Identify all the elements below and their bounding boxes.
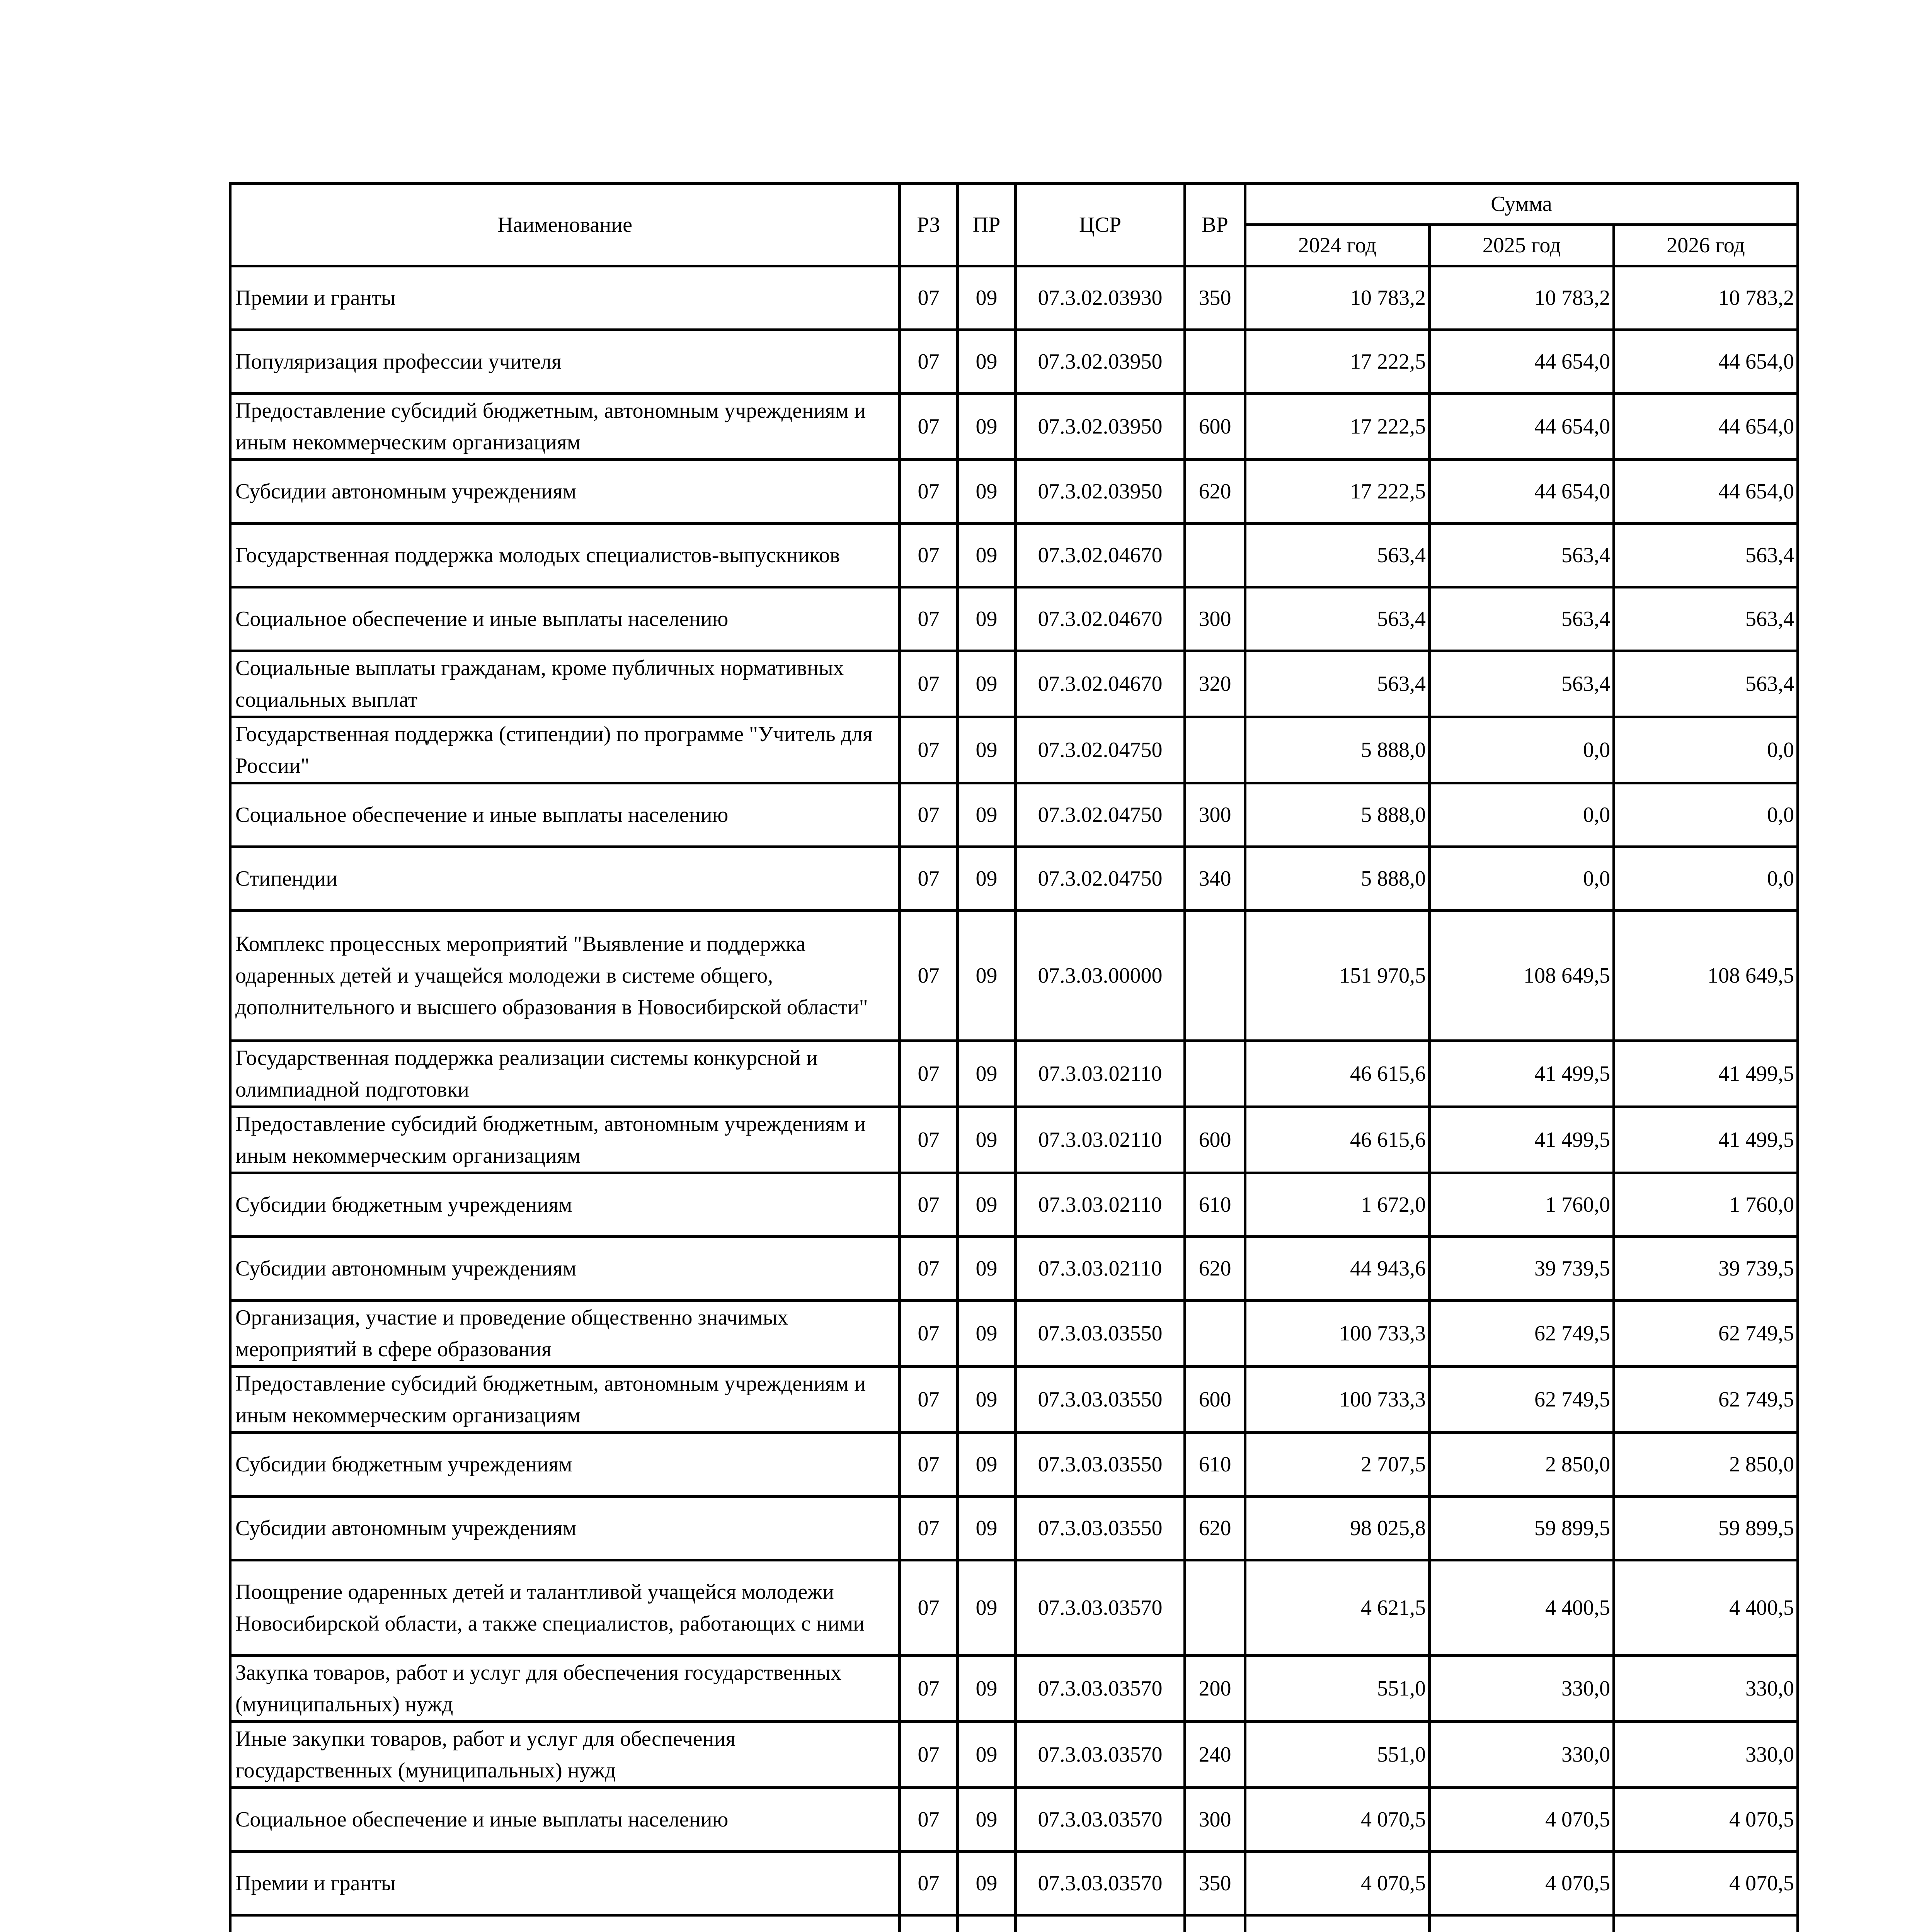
table-row bbox=[230, 524, 1798, 587]
cell-vr: 600 bbox=[1185, 394, 1245, 460]
cell-rz: 07 bbox=[900, 587, 958, 651]
cell-2025: 44 654,0 bbox=[1430, 330, 1614, 394]
cell-2024: 98 025,8 bbox=[1245, 1497, 1430, 1560]
header-year-2025: 2025 год bbox=[1430, 225, 1614, 266]
cell-2024: 17 222,5 bbox=[1245, 394, 1430, 460]
cell-pr: 09 bbox=[958, 1656, 1016, 1722]
cell-pr: 09 bbox=[958, 1722, 1016, 1788]
table-row bbox=[230, 1301, 1798, 1367]
cell-2025: 2 850,0 bbox=[1430, 1433, 1614, 1497]
cell-pr: 09 bbox=[958, 524, 1016, 587]
cell-csr: 07.3.03.02110 bbox=[1016, 1041, 1185, 1107]
cell-vr: 340 bbox=[1185, 847, 1245, 911]
cell-rz: 07 bbox=[900, 1367, 958, 1433]
cell-2026: 1 760,0 bbox=[1614, 1173, 1798, 1237]
cell-rz: 07 bbox=[900, 1107, 958, 1173]
cell-2026: 108 649,5 bbox=[1614, 911, 1798, 1041]
cell-name: Закупка товаров, работ и услуг для обеспечения государственных (муниципальных) нужд bbox=[230, 1656, 900, 1722]
cell-2024: 5 888,0 bbox=[1245, 783, 1430, 847]
cell-2026: 4 070,5 bbox=[1614, 1788, 1798, 1852]
cell-2024: 100 733,3 bbox=[1245, 1301, 1430, 1367]
cell-name: Организация, участие и проведение общественно значимых мероприятий в сфере образования bbox=[230, 1301, 900, 1367]
cell-csr: 07.3.02.03930 bbox=[1016, 266, 1185, 330]
cell-rz: 07 bbox=[900, 1852, 958, 1915]
cell-name: Субсидии бюджетным учреждениям bbox=[230, 1173, 900, 1237]
cell-2025: 44 654,0 bbox=[1430, 394, 1614, 460]
cell-2024: 551,0 bbox=[1245, 1656, 1430, 1722]
cell-vr: 600 bbox=[1185, 1107, 1245, 1173]
cell-rz: 07 bbox=[900, 717, 958, 783]
cell-name bbox=[230, 1915, 900, 1932]
cell-2024: 17 222,5 bbox=[1245, 460, 1430, 524]
cell-csr: 07.3.03.03570 bbox=[1016, 1560, 1185, 1656]
cell-2026: 44 654,0 bbox=[1614, 460, 1798, 524]
cell-rz: 07 bbox=[900, 1301, 958, 1367]
cell-2025: 4 070,5 bbox=[1430, 1788, 1614, 1852]
cell-name: Стипендии bbox=[230, 847, 900, 911]
cell-csr: 07.3.02.04670 bbox=[1016, 524, 1185, 587]
cell-name: Субсидии автономным учреждениям bbox=[230, 1497, 900, 1560]
cell-csr: 07.3.02.04750 bbox=[1016, 783, 1185, 847]
cell-2024: 17 222,5 bbox=[1245, 330, 1430, 394]
cell-csr: 07.3.03.02110 bbox=[1016, 1107, 1185, 1173]
cell-name: Предоставление субсидий бюджетным, автономным учреждениям и иным некоммерческим организациям bbox=[230, 1107, 900, 1173]
cell-name: Государственная поддержка (стипендии) по программе "Учитель для России" bbox=[230, 717, 900, 783]
table-row bbox=[230, 1915, 1798, 1932]
cell-rz: 07 bbox=[900, 330, 958, 394]
cell-2025: 563,4 bbox=[1430, 587, 1614, 651]
cell-vr: 240 bbox=[1185, 1722, 1245, 1788]
cell-pr: 09 bbox=[958, 266, 1016, 330]
cell-2026: 0,0 bbox=[1614, 783, 1798, 847]
table-row bbox=[230, 460, 1798, 524]
cell-csr: 07.3.02.04750 bbox=[1016, 847, 1185, 911]
table-row bbox=[230, 847, 1798, 911]
cell-name: Субсидии бюджетным учреждениям bbox=[230, 1433, 900, 1497]
budget-table bbox=[229, 182, 1799, 1932]
cell-2026: 10 783,2 bbox=[1614, 266, 1798, 330]
cell-vr: 620 bbox=[1185, 1497, 1245, 1560]
cell-2025: 330,0 bbox=[1430, 1656, 1614, 1722]
cell-pr: 09 bbox=[958, 1497, 1016, 1560]
cell-name: Премии и гранты bbox=[230, 266, 900, 330]
cell-2026: 0,0 bbox=[1614, 847, 1798, 911]
cell-rz: 07 bbox=[900, 1560, 958, 1656]
cell-2025: 330,0 bbox=[1430, 1722, 1614, 1788]
cell-pr: 09 bbox=[958, 394, 1016, 460]
cell-vr: 300 bbox=[1185, 783, 1245, 847]
cell-2025: 41 499,5 bbox=[1430, 1041, 1614, 1107]
cell-csr: 07.3.03.03570 bbox=[1016, 1656, 1185, 1722]
cell-2024: 151 970,5 bbox=[1245, 911, 1430, 1041]
cell-pr: 09 bbox=[958, 1301, 1016, 1367]
cell-rz: 07 bbox=[900, 1722, 958, 1788]
table-row bbox=[230, 1433, 1798, 1497]
cell-rz: 07 bbox=[900, 1173, 958, 1237]
cell-pr: 09 bbox=[958, 651, 1016, 717]
cell-rz bbox=[900, 1915, 958, 1932]
cell-vr: 320 bbox=[1185, 651, 1245, 717]
cell-2026: 39 739,5 bbox=[1614, 1237, 1798, 1301]
table-row bbox=[230, 1041, 1798, 1107]
cell-vr: 300 bbox=[1185, 1788, 1245, 1852]
table-row bbox=[230, 330, 1798, 394]
cell-pr: 09 bbox=[958, 460, 1016, 524]
header-vr: ВР bbox=[1185, 184, 1245, 266]
header-year-2026: 2026 год bbox=[1614, 225, 1798, 266]
cell-name: Социальное обеспечение и иные выплаты населению bbox=[230, 587, 900, 651]
cell-pr: 09 bbox=[958, 911, 1016, 1041]
table-row bbox=[230, 1722, 1798, 1788]
cell-pr: 09 bbox=[958, 1560, 1016, 1656]
cell-pr: 09 bbox=[958, 1173, 1016, 1237]
table-row bbox=[230, 266, 1798, 330]
cell-2024: 2 707,5 bbox=[1245, 1433, 1430, 1497]
table-row bbox=[230, 783, 1798, 847]
cell-pr: 09 bbox=[958, 1041, 1016, 1107]
cell-name: Поощрение одаренных детей и талантливой учащейся молодежи Новосибирской области, а также специалистов, работающих с ними bbox=[230, 1560, 900, 1656]
cell-csr: 07.3.03.02110 bbox=[1016, 1173, 1185, 1237]
cell-pr: 09 bbox=[958, 783, 1016, 847]
cell-rz: 07 bbox=[900, 651, 958, 717]
cell-pr: 09 bbox=[958, 1367, 1016, 1433]
cell-2025: 62 749,5 bbox=[1430, 1367, 1614, 1433]
cell-2024: 563,4 bbox=[1245, 587, 1430, 651]
cell-2026: 44 654,0 bbox=[1614, 394, 1798, 460]
table-row bbox=[230, 1107, 1798, 1173]
cell-2024: 4 070,5 bbox=[1245, 1788, 1430, 1852]
table-row bbox=[230, 394, 1798, 460]
cell-2025: 41 499,5 bbox=[1430, 1107, 1614, 1173]
cell-csr: 07.3.03.00000 bbox=[1016, 911, 1185, 1041]
header-name: Наименование bbox=[230, 184, 900, 266]
cell-pr: 09 bbox=[958, 1107, 1016, 1173]
cell-2026: 330,0 bbox=[1614, 1722, 1798, 1788]
cell-csr bbox=[1016, 1915, 1185, 1932]
header-csr: ЦСР bbox=[1016, 184, 1185, 266]
cell-vr: 350 bbox=[1185, 1852, 1245, 1915]
cell-2026: 4 070,5 bbox=[1614, 1852, 1798, 1915]
cell-2025: 1 760,0 bbox=[1430, 1173, 1614, 1237]
cell-name: Иные закупки товаров, работ и услуг для обеспечения государственных (муниципальных) нужд bbox=[230, 1722, 900, 1788]
table-body bbox=[230, 266, 1798, 1932]
cell-2024: 1 672,0 bbox=[1245, 1173, 1430, 1237]
cell-vr: 600 bbox=[1185, 1367, 1245, 1433]
cell-csr: 07.3.02.04750 bbox=[1016, 717, 1185, 783]
cell-vr bbox=[1185, 911, 1245, 1041]
cell-pr bbox=[958, 1915, 1016, 1932]
cell-2025: 0,0 bbox=[1430, 783, 1614, 847]
cell-vr bbox=[1185, 717, 1245, 783]
header-rz: РЗ bbox=[900, 184, 958, 266]
cell-2024: 10 783,2 bbox=[1245, 266, 1430, 330]
cell-pr: 09 bbox=[958, 1788, 1016, 1852]
cell-2025: 62 749,5 bbox=[1430, 1301, 1614, 1367]
cell-csr: 07.3.02.03950 bbox=[1016, 394, 1185, 460]
cell-2025: 0,0 bbox=[1430, 847, 1614, 911]
cell-csr: 07.3.03.03570 bbox=[1016, 1722, 1185, 1788]
cell-2024: 5 888,0 bbox=[1245, 717, 1430, 783]
cell-2024: 551,0 bbox=[1245, 1722, 1430, 1788]
cell-rz: 07 bbox=[900, 1433, 958, 1497]
cell-2025: 39 739,5 bbox=[1430, 1237, 1614, 1301]
cell-name: Популяризация профессии учителя bbox=[230, 330, 900, 394]
header-pr: ПР bbox=[958, 184, 1016, 266]
cell-2025: 4 070,5 bbox=[1430, 1852, 1614, 1915]
cell-pr: 09 bbox=[958, 717, 1016, 783]
cell-vr bbox=[1185, 330, 1245, 394]
table-row bbox=[230, 717, 1798, 783]
cell-vr: 610 bbox=[1185, 1433, 1245, 1497]
cell-2024: 563,4 bbox=[1245, 651, 1430, 717]
table-row bbox=[230, 1367, 1798, 1433]
cell-rz: 07 bbox=[900, 847, 958, 911]
cell-name: Социальные выплаты гражданам, кроме публичных нормативных социальных выплат bbox=[230, 651, 900, 717]
cell-name: Социальное обеспечение и иные выплаты населению bbox=[230, 1788, 900, 1852]
cell-2024: 4 070,5 bbox=[1245, 1852, 1430, 1915]
cell-2025: 108 649,5 bbox=[1430, 911, 1614, 1041]
cell-vr: 350 bbox=[1185, 266, 1245, 330]
cell-rz: 07 bbox=[900, 266, 958, 330]
cell-vr: 610 bbox=[1185, 1173, 1245, 1237]
table-row bbox=[230, 1852, 1798, 1915]
header-year-2024: 2024 год bbox=[1245, 225, 1430, 266]
cell-csr: 07.3.02.03950 bbox=[1016, 330, 1185, 394]
cell-2026: 330,0 bbox=[1614, 1656, 1798, 1722]
cell-name: Субсидии автономным учреждениям bbox=[230, 460, 900, 524]
cell-2025: 0,0 bbox=[1430, 717, 1614, 783]
cell-name: Премии и гранты bbox=[230, 1852, 900, 1915]
cell-2026: 44 654,0 bbox=[1614, 330, 1798, 394]
table-header bbox=[230, 184, 1798, 266]
table-row bbox=[230, 651, 1798, 717]
cell-name: Государственная поддержка молодых специалистов-выпускников bbox=[230, 524, 900, 587]
cell-vr: 620 bbox=[1185, 460, 1245, 524]
table-row bbox=[230, 911, 1798, 1041]
cell-rz: 07 bbox=[900, 1497, 958, 1560]
cell-name: Государственная поддержка реализации системы конкурсной и олимпиадной подготовки bbox=[230, 1041, 900, 1107]
cell-csr: 07.3.03.03550 bbox=[1016, 1367, 1185, 1433]
cell-pr: 09 bbox=[958, 1237, 1016, 1301]
cell-rz: 07 bbox=[900, 1041, 958, 1107]
cell-vr bbox=[1185, 1041, 1245, 1107]
cell-rz: 07 bbox=[900, 460, 958, 524]
cell-2026: 0,0 bbox=[1614, 717, 1798, 783]
cell-2024 bbox=[1245, 1915, 1430, 1932]
cell-name: Комплекс процессных мероприятий "Выявление и поддержка одаренных детей и учащейся молодежи в системе общего, дополнительного и высшего образования в Новосибирской области" bbox=[230, 911, 900, 1041]
cell-2026: 41 499,5 bbox=[1614, 1041, 1798, 1107]
cell-vr: 620 bbox=[1185, 1237, 1245, 1301]
cell-pr: 09 bbox=[958, 1433, 1016, 1497]
cell-2026: 563,4 bbox=[1614, 524, 1798, 587]
cell-rz: 07 bbox=[900, 1656, 958, 1722]
cell-2026 bbox=[1614, 1915, 1798, 1932]
cell-2026: 59 899,5 bbox=[1614, 1497, 1798, 1560]
cell-2024: 4 621,5 bbox=[1245, 1560, 1430, 1656]
cell-rz: 07 bbox=[900, 1788, 958, 1852]
cell-name: Предоставление субсидий бюджетным, автономным учреждениям и иным некоммерческим организациям bbox=[230, 1367, 900, 1433]
cell-vr: 300 bbox=[1185, 587, 1245, 651]
cell-pr: 09 bbox=[958, 847, 1016, 911]
table-row bbox=[230, 1788, 1798, 1852]
table-row bbox=[230, 1237, 1798, 1301]
cell-vr bbox=[1185, 1301, 1245, 1367]
cell-csr: 07.3.03.03550 bbox=[1016, 1301, 1185, 1367]
cell-vr bbox=[1185, 1560, 1245, 1656]
cell-name: Субсидии автономным учреждениям bbox=[230, 1237, 900, 1301]
cell-rz: 07 bbox=[900, 911, 958, 1041]
cell-csr: 07.3.03.02110 bbox=[1016, 1237, 1185, 1301]
cell-2024: 44 943,6 bbox=[1245, 1237, 1430, 1301]
cell-2025: 563,4 bbox=[1430, 524, 1614, 587]
cell-name: Социальное обеспечение и иные выплаты населению bbox=[230, 783, 900, 847]
cell-2024: 46 615,6 bbox=[1245, 1041, 1430, 1107]
cell-2026: 563,4 bbox=[1614, 587, 1798, 651]
cell-2025 bbox=[1430, 1915, 1614, 1932]
cell-pr: 09 bbox=[958, 1852, 1016, 1915]
cell-2026: 2 850,0 bbox=[1614, 1433, 1798, 1497]
cell-rz: 07 bbox=[900, 1237, 958, 1301]
cell-csr: 07.3.03.03570 bbox=[1016, 1788, 1185, 1852]
cell-pr: 09 bbox=[958, 587, 1016, 651]
table-row bbox=[230, 1560, 1798, 1656]
cell-rz: 07 bbox=[900, 783, 958, 847]
cell-csr: 07.3.03.03570 bbox=[1016, 1852, 1185, 1915]
cell-vr bbox=[1185, 1915, 1245, 1932]
cell-pr: 09 bbox=[958, 330, 1016, 394]
cell-csr: 07.3.03.03550 bbox=[1016, 1433, 1185, 1497]
cell-2024: 46 615,6 bbox=[1245, 1107, 1430, 1173]
cell-2024: 5 888,0 bbox=[1245, 847, 1430, 911]
cell-2026: 62 749,5 bbox=[1614, 1301, 1798, 1367]
cell-2026: 4 400,5 bbox=[1614, 1560, 1798, 1656]
cell-2026: 41 499,5 bbox=[1614, 1107, 1798, 1173]
cell-csr: 07.3.02.04670 bbox=[1016, 651, 1185, 717]
cell-rz: 07 bbox=[900, 394, 958, 460]
cell-vr bbox=[1185, 524, 1245, 587]
cell-csr: 07.3.02.04670 bbox=[1016, 587, 1185, 651]
cell-2026: 62 749,5 bbox=[1614, 1367, 1798, 1433]
cell-2025: 10 783,2 bbox=[1430, 266, 1614, 330]
table-row bbox=[230, 1656, 1798, 1722]
cell-2025: 44 654,0 bbox=[1430, 460, 1614, 524]
header-sum: Сумма bbox=[1245, 184, 1798, 225]
cell-2025: 563,4 bbox=[1430, 651, 1614, 717]
cell-2026: 563,4 bbox=[1614, 651, 1798, 717]
cell-rz: 07 bbox=[900, 524, 958, 587]
table-row bbox=[230, 1173, 1798, 1237]
cell-2024: 563,4 bbox=[1245, 524, 1430, 587]
cell-name: Предоставление субсидий бюджетным, автономным учреждениям и иным некоммерческим организациям bbox=[230, 394, 900, 460]
table-row bbox=[230, 1497, 1798, 1560]
cell-2024: 100 733,3 bbox=[1245, 1367, 1430, 1433]
cell-2025: 59 899,5 bbox=[1430, 1497, 1614, 1560]
cell-csr: 07.3.02.03950 bbox=[1016, 460, 1185, 524]
cell-vr: 200 bbox=[1185, 1656, 1245, 1722]
cell-2025: 4 400,5 bbox=[1430, 1560, 1614, 1656]
cell-csr: 07.3.03.03550 bbox=[1016, 1497, 1185, 1560]
table-row bbox=[230, 587, 1798, 651]
